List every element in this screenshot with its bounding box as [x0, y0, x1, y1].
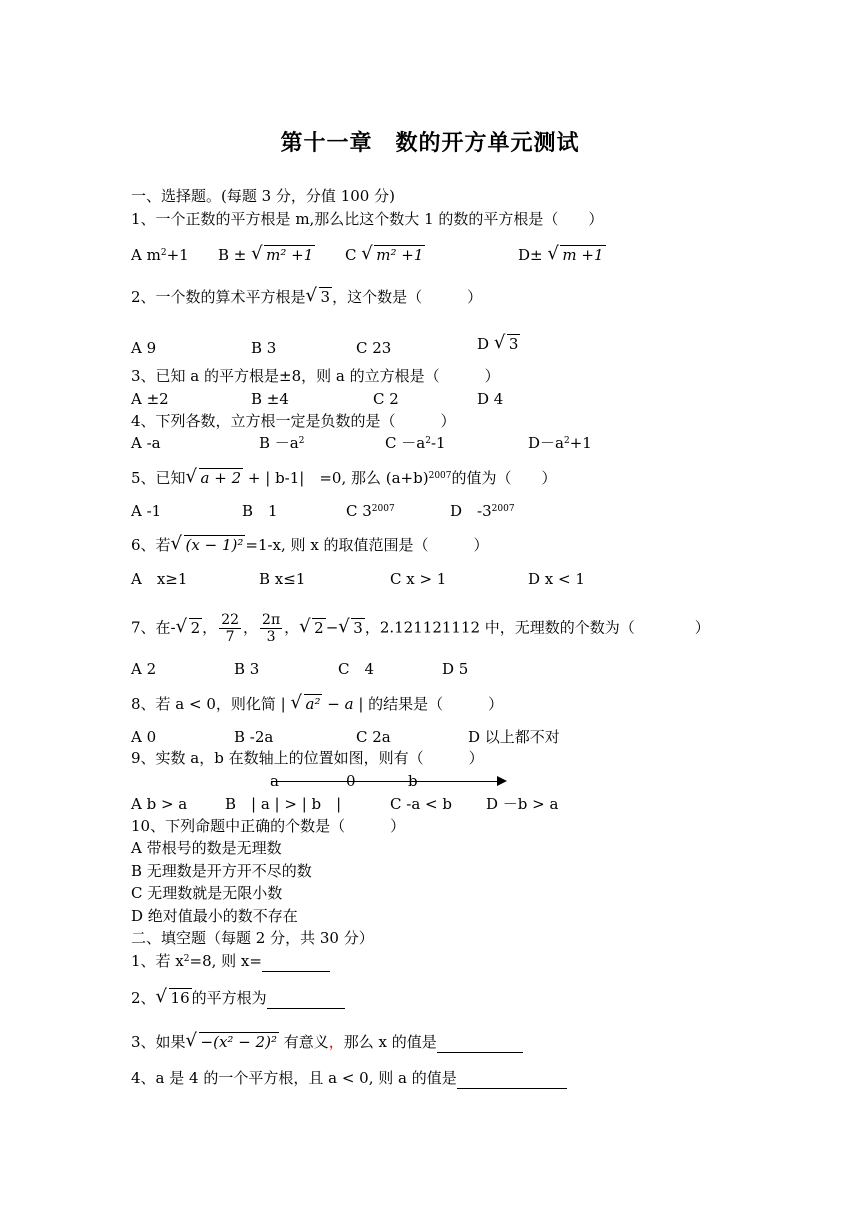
- number-line: [271, 781, 501, 782]
- q1-option-a: A $m^2+1$: [131, 246, 189, 264]
- q9-stem: 9、实数 a，b 在数轴上的位置如图，则有（ ）: [131, 749, 484, 767]
- q5-option-c: C $3^{2007}$: [346, 502, 395, 520]
- q7-stem: 7、在- √ 2 ， $\frac{22}{7}$ ， $\frac{2\pi}{3}$ ， √ 2 − √ 3 ，2.121121112 中，无理数的个数为（ ）: [131, 612, 710, 645]
- sqrt-symbol: √ (x − 1)²: [170, 533, 244, 554]
- number-line-label-zero: 0: [346, 772, 356, 790]
- q3-option-d: D 4: [477, 390, 504, 408]
- q10-option-a: A 带根号的数是无理数: [131, 839, 282, 857]
- fill-q3: 3、如果 √ −(x² − 2)² 有意义，那么 x 的值是: [131, 1032, 523, 1053]
- sqrt-symbol: √ −(x² − 2)²: [185, 1030, 277, 1051]
- q10-option-d: D 绝对值最小的数不存在: [131, 907, 298, 925]
- sqrt-symbol: √ m² +1: [251, 243, 314, 264]
- q4-option-b: $B -a^2$: [259, 434, 305, 452]
- q7-option-a: A 2: [131, 660, 157, 678]
- q2-option-d: D √ 3: [477, 332, 519, 353]
- q8-stem: 8、若 a < 0，则化简 | √ a² − a | 的结果是（ ）: [131, 692, 504, 713]
- q9-option-d: D －b > a: [486, 795, 559, 813]
- q7-option-c: C 4: [338, 660, 375, 678]
- q8-option-c: C 2a: [356, 728, 391, 746]
- q2-stem: 2、一个数的算术平方根是 √ 3 ，这个数是（ ）: [131, 285, 483, 306]
- q2-option-b: B 3: [251, 339, 277, 357]
- answer-blank[interactable]: [457, 1068, 567, 1089]
- q2-option-a: A 9: [131, 339, 157, 357]
- sqrt-symbol: √ 2: [299, 615, 324, 637]
- section2-heading: 二、填空题（每题 2 分，共 30 分）: [131, 929, 374, 947]
- number-line-label-a: a: [270, 772, 279, 790]
- arrow-right-icon: [497, 776, 507, 786]
- fraction: $\frac{2\pi}{3}$: [262, 612, 281, 645]
- q2-option-c: C 23: [356, 339, 392, 357]
- q9-option-b: B | a | > | b |: [225, 795, 342, 813]
- sqrt-symbol: √ a²: [290, 692, 321, 713]
- sqrt-symbol: √ m² +1: [361, 243, 424, 264]
- number-line-label-b: b: [408, 772, 418, 790]
- answer-blank[interactable]: [262, 951, 330, 972]
- q10-option-c: C 无理数就是无限小数: [131, 884, 283, 902]
- q1-option-d: D± √ m +1: [518, 243, 604, 264]
- sqrt-symbol: √ 3: [305, 285, 331, 306]
- q10-option-b: B 无理数是开方开不尽的数: [131, 862, 312, 880]
- fraction: $\frac{22}{7}$: [221, 612, 240, 645]
- q8-option-a: A 0: [131, 728, 157, 746]
- q3-stem: 3、已知 a 的平方根是±8，则 a 的立方根是（ ）: [131, 367, 500, 385]
- q1-option-b: B ± √ m² +1: [218, 243, 314, 264]
- q6-option-d: D x < 1: [528, 570, 585, 588]
- fill-q4: 4、a 是 4 的一个平方根，且 a < 0, 则 a 的值是: [131, 1068, 567, 1089]
- q7-option-b: B 3: [234, 660, 260, 678]
- q6-option-c: C x > 1: [390, 570, 447, 588]
- q5-option-d: D $-3^{2007}$: [450, 502, 515, 520]
- q3-option-c: C 2: [373, 390, 399, 408]
- q9-option-c: C -a < b: [390, 795, 452, 813]
- q3-option-a: A ±2: [131, 390, 169, 408]
- sqrt-symbol: √ m +1: [547, 243, 604, 264]
- q3-option-b: B ±4: [251, 390, 289, 408]
- page-title: 第十一章 数的开方单元测试: [280, 131, 580, 156]
- answer-blank[interactable]: [437, 1032, 523, 1053]
- q6-option-a: A x≥1: [131, 570, 188, 588]
- section1-heading: 一、选择题。(每题 3 分，分值 100 分): [131, 187, 395, 205]
- q7-option-d: D 5: [442, 660, 469, 678]
- q6-option-b: B x≤1: [259, 570, 306, 588]
- q5-option-b: B 1: [242, 502, 278, 520]
- sqrt-symbol: √ 16: [155, 986, 190, 1007]
- answer-blank[interactable]: [267, 988, 345, 1009]
- q9-option-a: A b > a: [131, 795, 188, 813]
- q4-option-a: A -a: [131, 434, 161, 452]
- q5-stem: 5、已知 √ a + 2 + | b-1| =0, 那么 $(a+b)^{2007}$的值为（ ）: [131, 466, 557, 487]
- q10-stem: 10、下列命题中正确的个数是（ ）: [131, 817, 406, 835]
- q1-stem: 1、一个正数的平方根是 m,那么比这个数大 1 的数的平方根是（ ）: [131, 210, 604, 228]
- q4-stem: 4、下列各数，立方根一定是负数的是（ ）: [131, 412, 456, 430]
- sqrt-symbol: √ a + 2: [185, 466, 242, 487]
- fill-q1: 1、若 $x^2=8$, 则 x=: [131, 951, 330, 972]
- q1-option-c: C √ m² +1: [345, 243, 424, 264]
- sqrt-symbol: √ 2: [175, 615, 201, 637]
- q5-option-a: A -1: [131, 502, 162, 520]
- q4-option-d: $D-a^2+1$: [528, 434, 592, 452]
- q8-option-d: D 以上都不对: [468, 728, 560, 746]
- fill-q2: 2、 √ 16 的平方根为: [131, 988, 345, 1009]
- q4-option-c: $C -a^2-1$: [385, 434, 446, 452]
- sqrt-symbol: √ 3: [338, 615, 363, 637]
- sqrt-symbol: √ 3: [493, 332, 519, 353]
- q6-stem: 6、若 √ (x − 1)² =1-x, 则 x 的取值范围是（ ）: [131, 533, 489, 554]
- q8-option-b: B -2a: [234, 728, 274, 746]
